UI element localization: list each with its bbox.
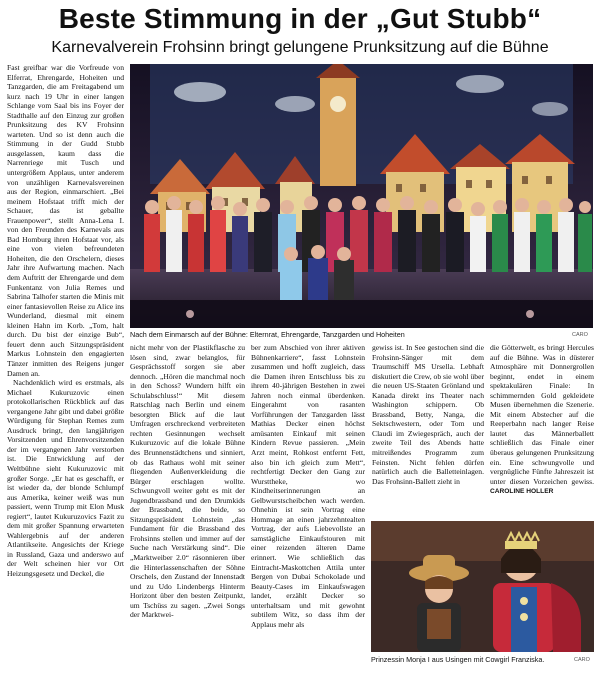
article-column-4: gewiss ist. In See gestochen sind die Frohsinn-Sänger mit dem Traumschiff MS Ursella. Lebhaft diskutiert die Crew, ob sie wohl über die neuen US-Staaten Grönland und Kanada direkt ins Theater nach Washington schippern. Ob Brassband, Betty, Nanga, die Sektschwestern, oder Tom und Claudi im Zwiegespräch, auch der zweite Teil des Abends hatte mitreißendes Programm zum Feinsten. Nicht fehlen dürfen natürlich auch die Balletteinlagen. Das Frohsinn-Ballett zieht in <box>372 343 484 486</box>
princess-photo <box>371 521 594 652</box>
article-text: die Götterwelt, es bringt Hercules auf die Bühne. Was in düsterer Atmosphäre mit Donnergrollen beginnt, endet in einem spektakulären Finale: In schimmernden Gold gekleidete Musen übernehmen die Szenerie. Mit einem Abstecher auf die Reeperbahn nach langer Reise lautet das Männerballett schließlich das Finale einer überaus gelungenen Prunksitzung ein. Eine schwungvolle und vergnügliche Fünfte Jahreszeit ist unter diesen Vorzeichen gewiss. <box>490 343 594 486</box>
paragraph: Fast greifbar war die Vorfreude von Elferrat, Ehrengarde, Hoheiten und Tanzgarden, die am Freitagabend um kurz nach 19 Uhr in einer langen Schlange vom Saal bis ins Foyer der Stadthalle auf den Einzug zur großen Prunksitzung des KV Frohsinn warteten. Und so ist denn auch die Stimmung in der Gudd Stubb ausgelassen, kaum dass die Narrenriege mit Tusch und untergrößem Applaus, unter anderem von unzähligen Karnevalsvereinen aus der Region, einmarschiert. „Bei meinem Hofstaat trifft mich der Schauer, das ist geballte Frauenpower“, stellt Anna-Lena I. von den Freunden des Karnevals aus Bad Homburg ihren Hofstaat vor, als eine von vielen befreundeten Hoheiten, die den Orschelern, dieses Jahr ihre Aufwartung machen. Nach dem Auftritt der Ehrengarde und dem Funkentanz von Julia Remes und Sabrina Talhofer starten die Minis mit einer fantasievollen Reise zu Alice ins Wunderland, diesmal mit einem kleinen Hahn im Korb. „Tom, halt durch. Du bist der einzige Bub“, feuert denn auch Sitzungspräsident Markus Lohnstein den engagierten Tänzer inmitten des Reigens junger Damen an. <box>7 63 124 378</box>
princess-photo-credit: CARO <box>574 657 590 663</box>
article-column-2: nicht mehr von der Plastikflasche zu lösen sind, zwar belanglos, für Gesprächsstoff sorgen sie aber dennoch. „Hören die manchmal noch in den Schoss? Wundern hilft ein Schulabschluss!“ Mit diesem Ratschlag nach Berlin und einem besorgten Blick auf die laut Umfragen erschreckend verbreiteten rechten Gesinnungen wechselt Kukuruzovic auf die lokale Bühne des Brunnenstädtchens und sinniert, ob das Rathaus wohl mit seiner fliegenden Außenverkleidung die Bürger erschlagen wollte. Schwungvoll weiter geht es mit der Jugendbrassband und den Drumkids der Brassband, die beide, so Sitzungspräsident Lohnstein „das Fundament für die Brassband des Frohsinns stellen und immer auf der Suche nach Verstärkung sind“. Die „Marktweiber 2.0“ räsonnieren über die Hinterlassenschaften der Söhne Orschels, den Zustand der Innenstadt und zu Udo Lindenbergs Hinterm Horizont über den besten Zeitpunkt, um Tschüss zu sagen. „Zwei Songs der Marktwei- <box>130 343 245 620</box>
stage-photo <box>130 64 593 328</box>
headline: Beste Stimmung in der „Gut Stubb“ <box>58 3 542 34</box>
princess-photo-caption: Prinzessin Monja I aus Usingen mit Cowgirl Franziska. <box>371 655 545 664</box>
paragraph: Nachdenklich wird es erstmals, als Michael Kukuruzovic einen protokollarischen Rückblick auf das vergangene Jahr gibt und dabei größte Würdigung für Stephan Remes zum Ausdruck bringt, den langjährigen Vorsitzenden und Ehrenvorsitzenden der im vergangenen Jahr verstorben ist. Die Entwicklung auf der Weltbühne sieht Kukuruzovic mit großer Sorge. „Er hat es geschafft, er ist wieder da, der blonde Schlumpf aus Amerika, keiner weiß was nun passiert, wenn Trump mit Elon Musk regiert“, lautet Kukuruzovics Fazit zu dem mit großer Spannung erwarteten Wahlergebnis auf der anderen Atlantikseite. Angesichts der Kriege in Russland, Gaza und anderswo auf der Welt scheinen hier vor Ort Heizungsgesetz und Deckel, die <box>7 378 124 578</box>
article-column-3: ber zum Abschied von ihrer aktiven Bühnenkarriere“, fasst Lohnstein zusammen und hofft zugleich, dass die Damen ihren Entschluss bis zu ihrem 40-jährigen Bestehen in zwei Jahren noch einmal überdenken. Eingerahmt von rasanten Vorführungen der Tanzgarden lässt Mathias Decker einen höchst amüsanten Einkauf mit seinen Kindern Revue passieren. „Mein Arzt meint, Rohkost entfernt Fett, also bin ich gleich zum Mett“, rechtfertigt Decker den Gang zur Wursttheke, wo Kindheitserinnerungen an Gelbwurstscheibchen wach werden. Ohnehin ist sein Vortrag eine Hommage an einen jahrzehntealten Vortrag, der aufs Liebevollste an samstägliche Einkaufstouren mit einer reizenden älteren Dame erinnert. Wie schließlich das Eintracht-Maskottchen Attila unter Bergen von Dubai Schokolade und Beauty-Cases im Einkaufswagen landet, erzählt Decker so unterhaltsam und mit gewohnt subtilem Witz, so dass ihm der Applaus mehr als <box>251 343 365 629</box>
article-column-1 <box>7 63 124 669</box>
article-column-5 <box>490 343 594 515</box>
stage-photo-caption: Nach dem Einmarsch auf der Bühne: Elternrat, Ehrengarde, Tanzgarden und Hoheiten <box>130 330 405 339</box>
stage-photo-credit: CARO <box>572 332 588 338</box>
subheadline: Karnevalverein Frohsinn bringt gelungene Prunksitzung auf die Bühne <box>51 39 549 56</box>
author-byline: CAROLINE HOLLER <box>490 488 554 496</box>
